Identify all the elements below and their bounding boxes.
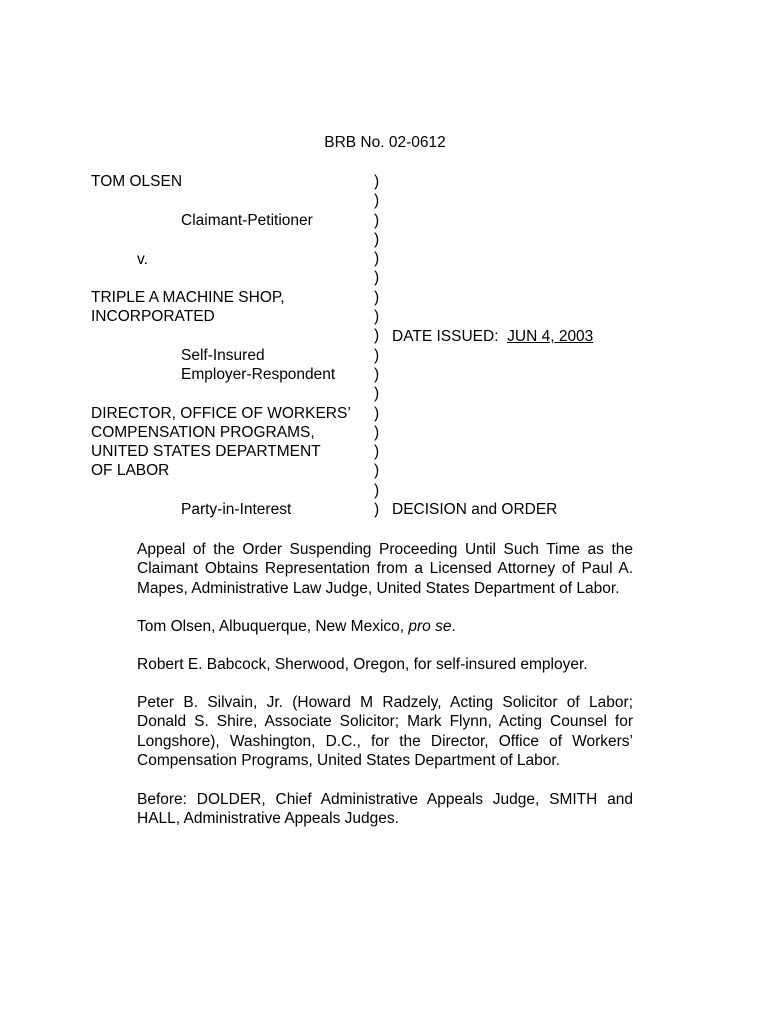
divider-paren: ) [374, 192, 380, 210]
decision-title: DECISION and ORDER [392, 501, 558, 518]
divider-paren: ) [374, 443, 380, 461]
divider-paren: ) [374, 423, 380, 441]
divider-paren: ) [374, 346, 380, 364]
divider-paren: ) [374, 308, 380, 326]
divider-paren: ) [374, 501, 380, 519]
director-role: Party-in-Interest [181, 501, 292, 518]
appeal-line: Appeal of the Order Suspending Proceeding Until Such Time as the [137, 541, 633, 558]
employer-role-line2: Employer-Respondent [181, 366, 336, 383]
panel-line: HALL, Administrative Appeals Judges. [137, 810, 399, 828]
director-line3: UNITED STATES DEPARTMENT [91, 443, 321, 460]
versus: v. [137, 251, 148, 268]
divider-paren: ) [374, 327, 380, 345]
divider-paren: ) [374, 230, 380, 248]
caption-divider [374, 172, 386, 519]
panel-line: Before: DOLDER, Chief Administrative Appeals Judge, SMITH and [137, 791, 633, 808]
employer-counsel-paragraph: Robert E. Babcock, Sherwood, Oregon, for self-insured employer. [137, 656, 588, 673]
divider-paren: ) [374, 173, 380, 190]
petitioner-counsel-text: Tom Olsen, Albuquerque, New Mexico, [137, 618, 409, 635]
divider-paren: ) [374, 211, 380, 229]
petitioner-counsel-paragraph [137, 617, 633, 636]
date-issued [392, 327, 593, 346]
panel-paragraph [137, 790, 633, 829]
employer-name-line1: TRIPLE A MACHINE SHOP, [91, 289, 285, 306]
director-counsel-paragraph [137, 693, 633, 770]
appeal-line: Mapes, Administrative Law Judge, United States Department of Labor. [137, 579, 620, 597]
claimant-name: TOM OLSEN [91, 173, 183, 190]
pro-se-italic: pro se [408, 618, 452, 635]
date-issued-value: JUN 4, 2003 [507, 328, 594, 345]
divider-paren: ) [374, 462, 380, 480]
divider-paren: ) [374, 288, 380, 306]
divider-paren: ) [374, 404, 380, 422]
appeal-line: Claimant Obtains Representation from a Licensed Attorney of Paul A. [137, 560, 633, 578]
employer-role-line1: Self-Insured [181, 347, 265, 364]
director-line1: DIRECTOR, OFFICE OF WORKERS’ [91, 405, 351, 422]
divider-paren: ) [374, 365, 380, 383]
divider-paren: ) [374, 250, 380, 268]
divider-paren: ) [374, 481, 380, 499]
date-issued-label: DATE ISSUED: [392, 328, 499, 345]
employer-name-line2: INCORPORATED [91, 308, 215, 325]
divider-paren: ) [374, 385, 380, 403]
director-line2: COMPENSATION PROGRAMS, [91, 424, 315, 441]
director-counsel-line: Longshore), Washington, D.C., for the Director, Office of Workers’ [137, 732, 633, 750]
claimant-role: Claimant-Petitioner [181, 212, 313, 229]
appeal-paragraph [137, 540, 633, 598]
director-counsel-line: Peter B. Silvain, Jr. (Howard M Radzely, Acting Solicitor of Labor; [137, 694, 633, 711]
director-counsel-line: Compensation Programs, United States Department of Labor. [137, 751, 561, 769]
director-line4: OF LABOR [91, 462, 170, 479]
divider-paren: ) [374, 269, 380, 287]
director-counsel-line: Donald S. Shire, Associate Solicitor; Mark Flynn, Acting Counsel for [137, 713, 633, 731]
docket-number: BRB No. 02-0612 [324, 134, 446, 151]
petitioner-counsel-end: . [451, 618, 456, 635]
